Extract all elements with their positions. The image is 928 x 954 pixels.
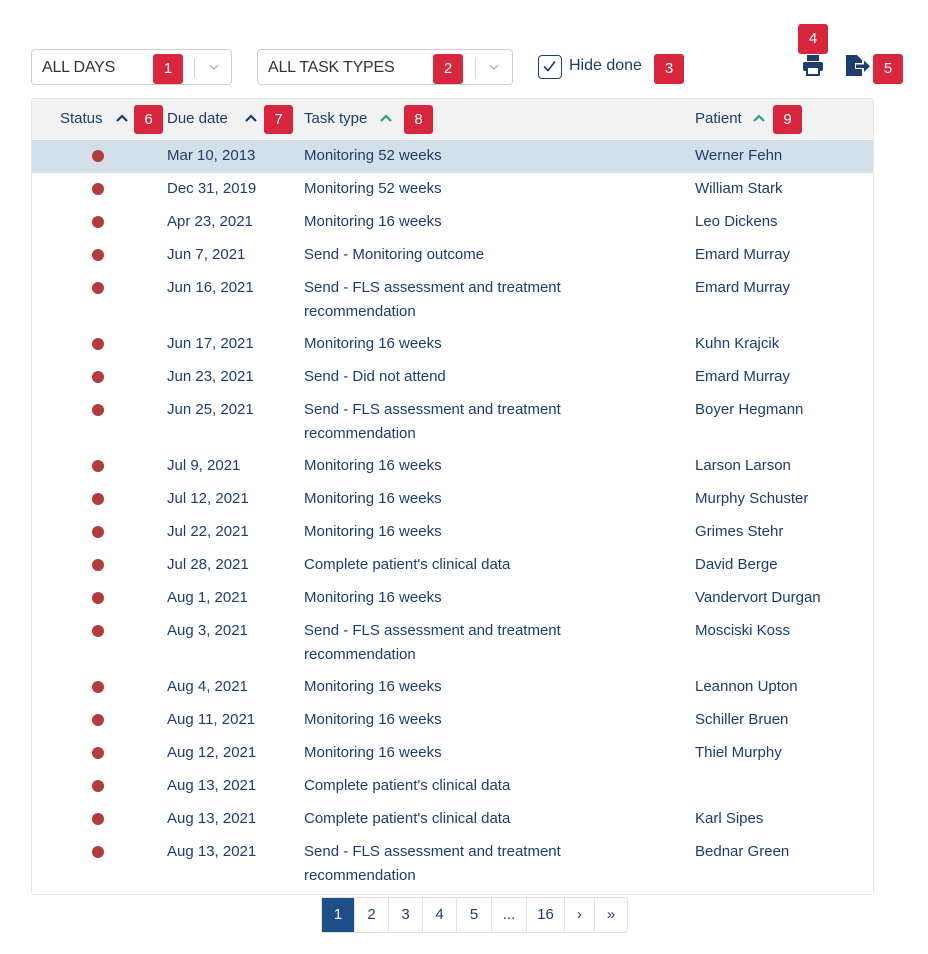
due-date-cell: Jun 7, 2021 bbox=[167, 246, 246, 263]
due-date-cell: Aug 13, 2021 bbox=[167, 843, 257, 860]
header-due-date[interactable]: Due date bbox=[167, 110, 228, 127]
patient-cell: Grimes Stehr bbox=[695, 523, 784, 540]
sort-up-icon[interactable] bbox=[244, 112, 258, 124]
status-indicator-icon bbox=[92, 404, 104, 416]
due-date-cell: Jul 9, 2021 bbox=[167, 457, 241, 474]
due-date-cell: Aug 13, 2021 bbox=[167, 810, 257, 827]
hide-done-label: Hide done bbox=[569, 57, 642, 74]
status-indicator-icon bbox=[92, 559, 104, 571]
table-row[interactable] bbox=[32, 516, 873, 549]
status-indicator-icon bbox=[92, 493, 104, 505]
check-icon bbox=[539, 56, 560, 77]
status-indicator-icon bbox=[92, 714, 104, 726]
status-indicator-icon bbox=[92, 371, 104, 383]
status-indicator-icon bbox=[92, 150, 104, 162]
task-type-cell: Send - Did not attend bbox=[304, 368, 446, 385]
table-row[interactable] bbox=[32, 615, 873, 671]
task-type-cell: Monitoring 16 weeks bbox=[304, 335, 442, 352]
task-type-cell: Send - Monitoring outcome bbox=[304, 246, 485, 263]
status-indicator-icon bbox=[92, 625, 104, 637]
patient-cell: Schiller Bruen bbox=[695, 711, 789, 728]
task-type-cell: Complete patient's clinical data bbox=[304, 556, 511, 573]
patient-cell: Leo Dickens bbox=[695, 213, 778, 230]
annotation-badge-2: 2 bbox=[433, 54, 463, 84]
annotation-badge-6: 6 bbox=[134, 105, 163, 134]
pagination bbox=[321, 897, 628, 933]
table-row[interactable] bbox=[32, 803, 873, 836]
header-status[interactable]: Status bbox=[60, 110, 103, 127]
status-indicator-icon bbox=[92, 747, 104, 759]
task-type-cell: Monitoring 16 weeks bbox=[304, 213, 442, 230]
patient-cell: Emard Murray bbox=[695, 279, 791, 296]
page-button[interactable]: 5 bbox=[457, 898, 492, 932]
table-header bbox=[32, 99, 873, 139]
task-type-cell: Send - FLS assessment and treatment recommendation bbox=[304, 401, 561, 442]
task-type-cell: Monitoring 16 weeks bbox=[304, 457, 442, 474]
chevron-down-icon[interactable] bbox=[207, 60, 221, 74]
patient-cell: Leannon Upton bbox=[695, 678, 798, 695]
annotation-badge-7: 7 bbox=[264, 105, 293, 134]
status-indicator-icon bbox=[92, 813, 104, 825]
status-indicator-icon bbox=[92, 183, 104, 195]
table-row[interactable] bbox=[32, 704, 873, 737]
pagination-ellipsis: ... bbox=[492, 898, 527, 932]
hide-done-checkbox[interactable] bbox=[538, 55, 562, 79]
due-date-cell: Aug 1, 2021 bbox=[167, 589, 248, 606]
page-button[interactable]: 2 bbox=[355, 898, 389, 932]
task-type-cell: Complete patient's clinical data bbox=[304, 777, 511, 794]
patient-cell: Murphy Schuster bbox=[695, 490, 809, 507]
table-row[interactable] bbox=[32, 394, 873, 450]
task-type-cell: Monitoring 16 weeks bbox=[304, 523, 442, 540]
annotation-badge-1: 1 bbox=[153, 54, 183, 84]
patient-cell: Larson Larson bbox=[695, 457, 791, 474]
task-type-cell: Monitoring 16 weeks bbox=[304, 589, 442, 606]
due-date-cell: Apr 23, 2021 bbox=[167, 213, 253, 230]
patient-cell: David Berge bbox=[695, 556, 778, 573]
table-row[interactable] bbox=[32, 770, 873, 803]
patient-cell: Kuhn Krajcik bbox=[695, 335, 780, 352]
annotation-badge-5: 5 bbox=[873, 54, 903, 84]
table-row[interactable] bbox=[32, 206, 873, 239]
table-row[interactable] bbox=[32, 239, 873, 272]
table-row[interactable] bbox=[32, 549, 873, 582]
sort-up-icon[interactable] bbox=[379, 112, 393, 124]
header-patient[interactable]: Patient bbox=[695, 110, 742, 127]
due-date-cell: Dec 31, 2019 bbox=[167, 180, 257, 197]
patient-cell: Boyer Hegmann bbox=[695, 401, 804, 418]
table-row[interactable] bbox=[32, 272, 873, 328]
status-indicator-icon bbox=[92, 338, 104, 350]
task-type-cell: Monitoring 52 weeks bbox=[304, 147, 442, 164]
due-date-cell: Mar 10, 2013 bbox=[167, 147, 256, 164]
page-button[interactable]: 16 bbox=[527, 898, 565, 932]
status-indicator-icon bbox=[92, 780, 104, 792]
table-row[interactable] bbox=[32, 450, 873, 483]
due-date-cell: Jul 22, 2021 bbox=[167, 523, 249, 540]
status-indicator-icon bbox=[92, 216, 104, 228]
status-indicator-icon bbox=[92, 592, 104, 604]
table-row[interactable] bbox=[32, 737, 873, 770]
task-type-cell: Complete patient's clinical data bbox=[304, 810, 511, 827]
task-type-cell: Send - FLS assessment and treatment recommendation bbox=[304, 622, 561, 663]
due-date-cell: Jun 25, 2021 bbox=[167, 401, 254, 418]
status-indicator-icon bbox=[92, 249, 104, 261]
task-type-cell: Send - FLS assessment and treatment recommendation bbox=[304, 843, 561, 884]
status-indicator-icon bbox=[92, 282, 104, 294]
patient-cell: Karl Sipes bbox=[695, 810, 764, 827]
table-row[interactable] bbox=[32, 328, 873, 361]
status-indicator-icon bbox=[92, 846, 104, 858]
table-row[interactable] bbox=[32, 361, 873, 394]
due-date-cell: Aug 3, 2021 bbox=[167, 622, 248, 639]
page-button[interactable]: 4 bbox=[423, 898, 457, 932]
status-indicator-icon bbox=[92, 460, 104, 472]
sort-up-icon[interactable] bbox=[115, 112, 129, 124]
task-type-cell: Monitoring 16 weeks bbox=[304, 744, 442, 761]
patient-cell: Mosciski Koss bbox=[695, 622, 791, 639]
task-types-filter-value: ALL TASK TYPES bbox=[268, 59, 395, 76]
patient-cell: Emard Murray bbox=[695, 368, 791, 385]
annotation-badge-3: 3 bbox=[654, 54, 684, 84]
task-type-cell: Monitoring 16 weeks bbox=[304, 711, 442, 728]
patient-cell: William Stark bbox=[695, 180, 783, 197]
table-row[interactable] bbox=[32, 582, 873, 615]
last-page-button[interactable]: » bbox=[606, 906, 616, 923]
next-page-button[interactable]: › bbox=[565, 898, 595, 932]
due-date-cell: Aug 11, 2021 bbox=[167, 711, 256, 728]
status-indicator-icon bbox=[92, 681, 104, 693]
patient-cell: Bednar Green bbox=[695, 843, 790, 860]
header-task-type[interactable]: Task type bbox=[304, 110, 368, 127]
task-type-cell: Monitoring 52 weeks bbox=[304, 180, 442, 197]
annotation-badge-9: 9 bbox=[773, 105, 802, 134]
patient-cell: Vandervort Durgan bbox=[695, 589, 821, 606]
due-date-cell: Aug 4, 2021 bbox=[167, 678, 248, 695]
page-button[interactable]: 3 bbox=[389, 898, 423, 932]
table-row[interactable] bbox=[32, 836, 873, 892]
tasks-table bbox=[31, 98, 874, 895]
page-button[interactable]: 1 bbox=[322, 898, 355, 932]
patient-cell: Werner Fehn bbox=[695, 147, 783, 164]
chevron-down-icon[interactable] bbox=[487, 60, 501, 74]
table-row[interactable] bbox=[32, 140, 873, 173]
annotation-badge-8: 8 bbox=[404, 105, 433, 134]
table-row[interactable] bbox=[32, 483, 873, 516]
patient-cell: Emard Murray bbox=[695, 246, 791, 263]
task-types-filter-select[interactable] bbox=[257, 49, 513, 85]
task-type-cell: Monitoring 16 weeks bbox=[304, 678, 442, 695]
export-icon[interactable] bbox=[844, 54, 872, 78]
table-row[interactable] bbox=[32, 173, 873, 206]
due-date-cell: Jul 28, 2021 bbox=[167, 556, 249, 573]
due-date-cell: Aug 13, 2021 bbox=[167, 777, 257, 794]
patient-cell: Thiel Murphy bbox=[695, 744, 782, 761]
due-date-cell: Aug 12, 2021 bbox=[167, 744, 257, 761]
due-date-cell: Jun 16, 2021 bbox=[167, 279, 254, 296]
task-type-cell: Monitoring 16 weeks bbox=[304, 490, 442, 507]
table-row[interactable] bbox=[32, 671, 873, 704]
annotation-badge-4: 4 bbox=[798, 24, 828, 54]
days-filter-value: ALL DAYS bbox=[42, 59, 116, 76]
task-type-cell: Send - FLS assessment and treatment recommendation bbox=[304, 279, 561, 320]
status-indicator-icon bbox=[92, 526, 104, 538]
due-date-cell: Jun 23, 2021 bbox=[167, 368, 254, 385]
days-filter-select[interactable] bbox=[31, 49, 232, 85]
due-date-cell: Jun 17, 2021 bbox=[167, 335, 254, 352]
due-date-cell: Jul 12, 2021 bbox=[167, 490, 249, 507]
printer-icon[interactable] bbox=[801, 54, 825, 76]
sort-up-icon[interactable] bbox=[752, 112, 766, 124]
